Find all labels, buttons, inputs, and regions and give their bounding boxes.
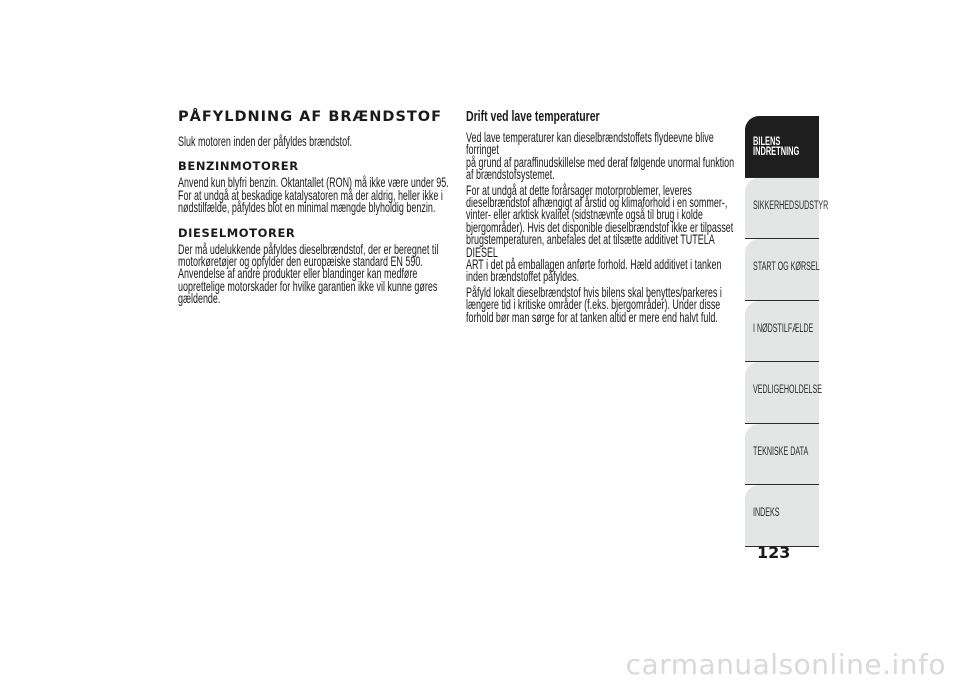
tab-label: INDEKS [753,507,780,519]
text-line: For at undgå at beskadige katalysatoren må der aldrig, heller ikke i [178,187,443,203]
tab-start-og-korsel[interactable] [745,239,819,301]
text-line: Anvend kun blyfri benzin. Oktantallet (RON) må ikke være under 95. [178,175,449,191]
text-line: bjergområder). Hvis det disponible dieselbrændstof ikke er tilpasset [466,219,734,235]
left-column [178,108,450,309]
text-line: nødstilfælde, påfyldes blot en minimal mængde blyholdig benzin. [178,200,436,216]
section-heading-diesel: DIESELMOTORER [178,225,296,240]
tab-label: START OG KØRSEL [753,261,820,273]
diesel-paragraph [178,241,450,307]
text-line: dieselbrændstof afhængigt af årstid og klimaforhold i en sommer-, [466,195,728,211]
tab-label-line: INDRETNING [753,144,800,158]
page-title: PÅFYLDNING AF BRÆNDSTOF [178,109,443,125]
tab-label: SIKKERHEDSUDSTYR [753,199,829,212]
tab-sikkerhedsudstyr[interactable] [745,178,829,240]
text-line: Ved lave temperaturer kan dieselbrændstoffets flydeevne blive forringet [466,130,714,158]
text-line: uoprettelige motorskader for hvilke garantien ikke vil kunne gøres [178,278,438,294]
text-line: Påfyld lokalt dieselbrændstof hvis bilens skal benyttes/parkeres i [466,284,722,300]
tab-indeks[interactable] [745,485,819,547]
text-line: brugstemperaturen, anbefales det at tilsætte additivet TUTELA DIESEL [466,232,715,260]
paragraph-3 [466,284,740,325]
text-line: vinter- eller arktisk kvalitet (sidstnævnte også til brug i kolde [466,207,703,223]
text-line: på grund af paraffinudskillelse med deraf følgende unormal funktion [466,154,735,170]
tab-label: VEDLIGEHOLDELSE [753,384,822,396]
tab-label: I NØDSTILFÆLDE [753,322,814,335]
text-line: af brændstofsystemet. [466,167,555,183]
intro-text: Sluk motoren inden der påfyldes brændstof. [178,134,353,149]
page-number: 123 [757,543,791,562]
section-heading-benzin: BENZINMOTORER [178,159,299,174]
right-column [466,108,740,327]
tab-label [753,136,799,156]
text-line: motorkøretøjer og opfylder den europæiske standard EN 590. [178,254,423,270]
tab-bilens-indretning[interactable] [745,116,819,178]
watermark: carmanualsonline.info [625,648,946,681]
paragraph-1 [466,132,740,182]
text-line: inden brændstoffet påfyldes. [466,269,580,285]
paragraph-2 [466,182,740,285]
text-line: Der må udelukkende påfyldes dieselbrændstof, der er beregnet til [178,241,439,257]
tab-tekniske-data[interactable] [745,424,819,486]
text-line: forhold bør man sørge for at tanken altid er mere end halvt fuld. [466,309,718,325]
tab-vedligeholdelse[interactable] [745,362,822,424]
section-heading-low-temp: Drift ved lave temperaturer [466,108,600,125]
benzin-paragraph [178,177,450,214]
text-line: For at undgå at dette forårsager motorproblemer, leveres [466,182,692,198]
chapter-tabs [745,116,829,547]
tab-i-nodstilfaelde[interactable] [745,301,819,363]
text-line: Anvendelse af andre produkter eller blandinger kan medføre [178,266,418,282]
tab-label: TEKNISKE DATA [753,445,809,458]
text-line: gældende. [178,291,221,307]
tab-label-line: BILENS [753,134,781,148]
text-line: ART i det på emballagen anførte forhold. Hæld additivet i tanken [466,257,722,273]
text-line: længere tid i kritiske områder (f.eks. bjergområder). Under disse [466,297,721,313]
